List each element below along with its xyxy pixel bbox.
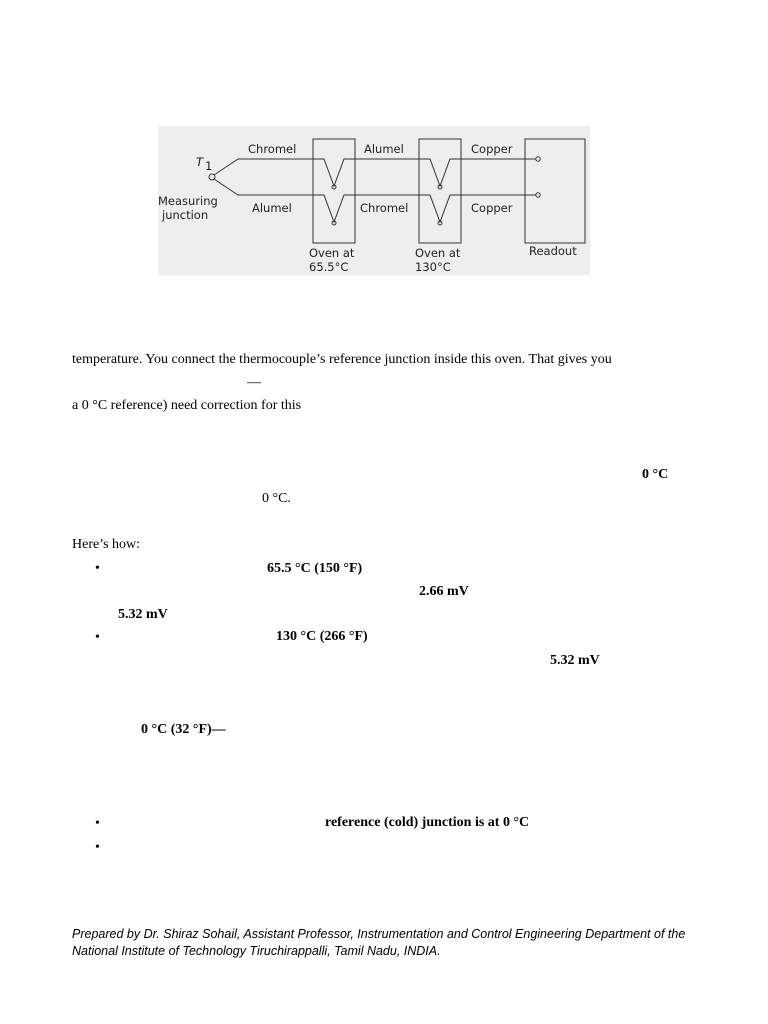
oven-2-mv: 5.32 mV bbox=[550, 653, 600, 668]
top-wire-label-1: Chromel bbox=[248, 142, 297, 156]
readout-box bbox=[525, 139, 585, 243]
readout-label: Readout bbox=[529, 244, 577, 258]
oven-1-temp: 65.5 °C (150 °F) bbox=[267, 561, 363, 576]
top-wire-label-3: Copper bbox=[471, 142, 513, 156]
top-wire-chromel bbox=[214, 159, 313, 175]
bullet-4: • bbox=[95, 840, 100, 855]
readout-terminal-bottom bbox=[536, 193, 540, 197]
heres-how: Here’s how: bbox=[72, 537, 141, 552]
reference-junction-text: reference (cold) junction is at 0 °C bbox=[325, 815, 530, 830]
oven-1-top-junction bbox=[313, 159, 355, 186]
oven-1-bottom-junction bbox=[313, 195, 355, 222]
measuring-label-1: Measuring bbox=[158, 194, 218, 208]
zero-c-32f: 0 °C (32 °F)— bbox=[141, 722, 226, 737]
oven-1-mv-total: 5.32 mV bbox=[118, 607, 168, 622]
bottom-wire-label-2: Chromel bbox=[360, 201, 409, 215]
top-wire-label-2: Alumel bbox=[364, 142, 404, 156]
readout-terminal-top bbox=[536, 157, 540, 161]
bottom-wire-alumel bbox=[214, 179, 313, 195]
bullet-1: • bbox=[95, 561, 100, 576]
bottom-wire-label-1: Alumel bbox=[252, 201, 292, 215]
oven-2-bottom-junction bbox=[419, 195, 461, 222]
thermocouple-diagram bbox=[158, 126, 590, 275]
bullet-3: • bbox=[95, 816, 100, 831]
oven-1-box bbox=[313, 139, 355, 243]
oven-2-top-junction bbox=[419, 159, 461, 186]
oven-2-label-1: Oven at bbox=[415, 246, 461, 260]
oven-2-box bbox=[419, 139, 461, 243]
footer-line-2: National Institute of Technology Tiruchirappalli, Tamil Nadu, INDIA. bbox=[72, 944, 441, 958]
measuring-label-2: junction bbox=[162, 208, 209, 222]
oven-1-label-1: Oven at bbox=[309, 246, 355, 260]
t1-subscript: 1 bbox=[205, 159, 213, 173]
oven-2-label-2: 130°C bbox=[415, 260, 451, 274]
zero-c-right: 0 °C bbox=[642, 467, 669, 482]
oven-1-label-2: 65.5°C bbox=[309, 260, 349, 274]
bullet-2: • bbox=[95, 630, 100, 645]
paragraph-line-2: a 0 °C reference) need correction for this bbox=[72, 398, 302, 413]
em-dash: — bbox=[247, 375, 261, 390]
t1-label: T bbox=[196, 155, 204, 169]
zero-c-mid: 0 °C. bbox=[262, 491, 291, 506]
paragraph-line-1: temperature. You connect the thermocouple’s reference junction inside this oven. That gives you bbox=[72, 352, 612, 367]
footer-line-1: Prepared by Dr. Shiraz Sohail, Assistant Professor, Instrumentation and Control Engineering Department of the bbox=[72, 927, 686, 941]
oven-2-temp: 130 °C (266 °F) bbox=[276, 629, 368, 644]
oven-1-mv: 2.66 mV bbox=[419, 584, 469, 599]
diagram-svg bbox=[158, 126, 590, 275]
bottom-wire-label-3: Copper bbox=[471, 201, 513, 215]
